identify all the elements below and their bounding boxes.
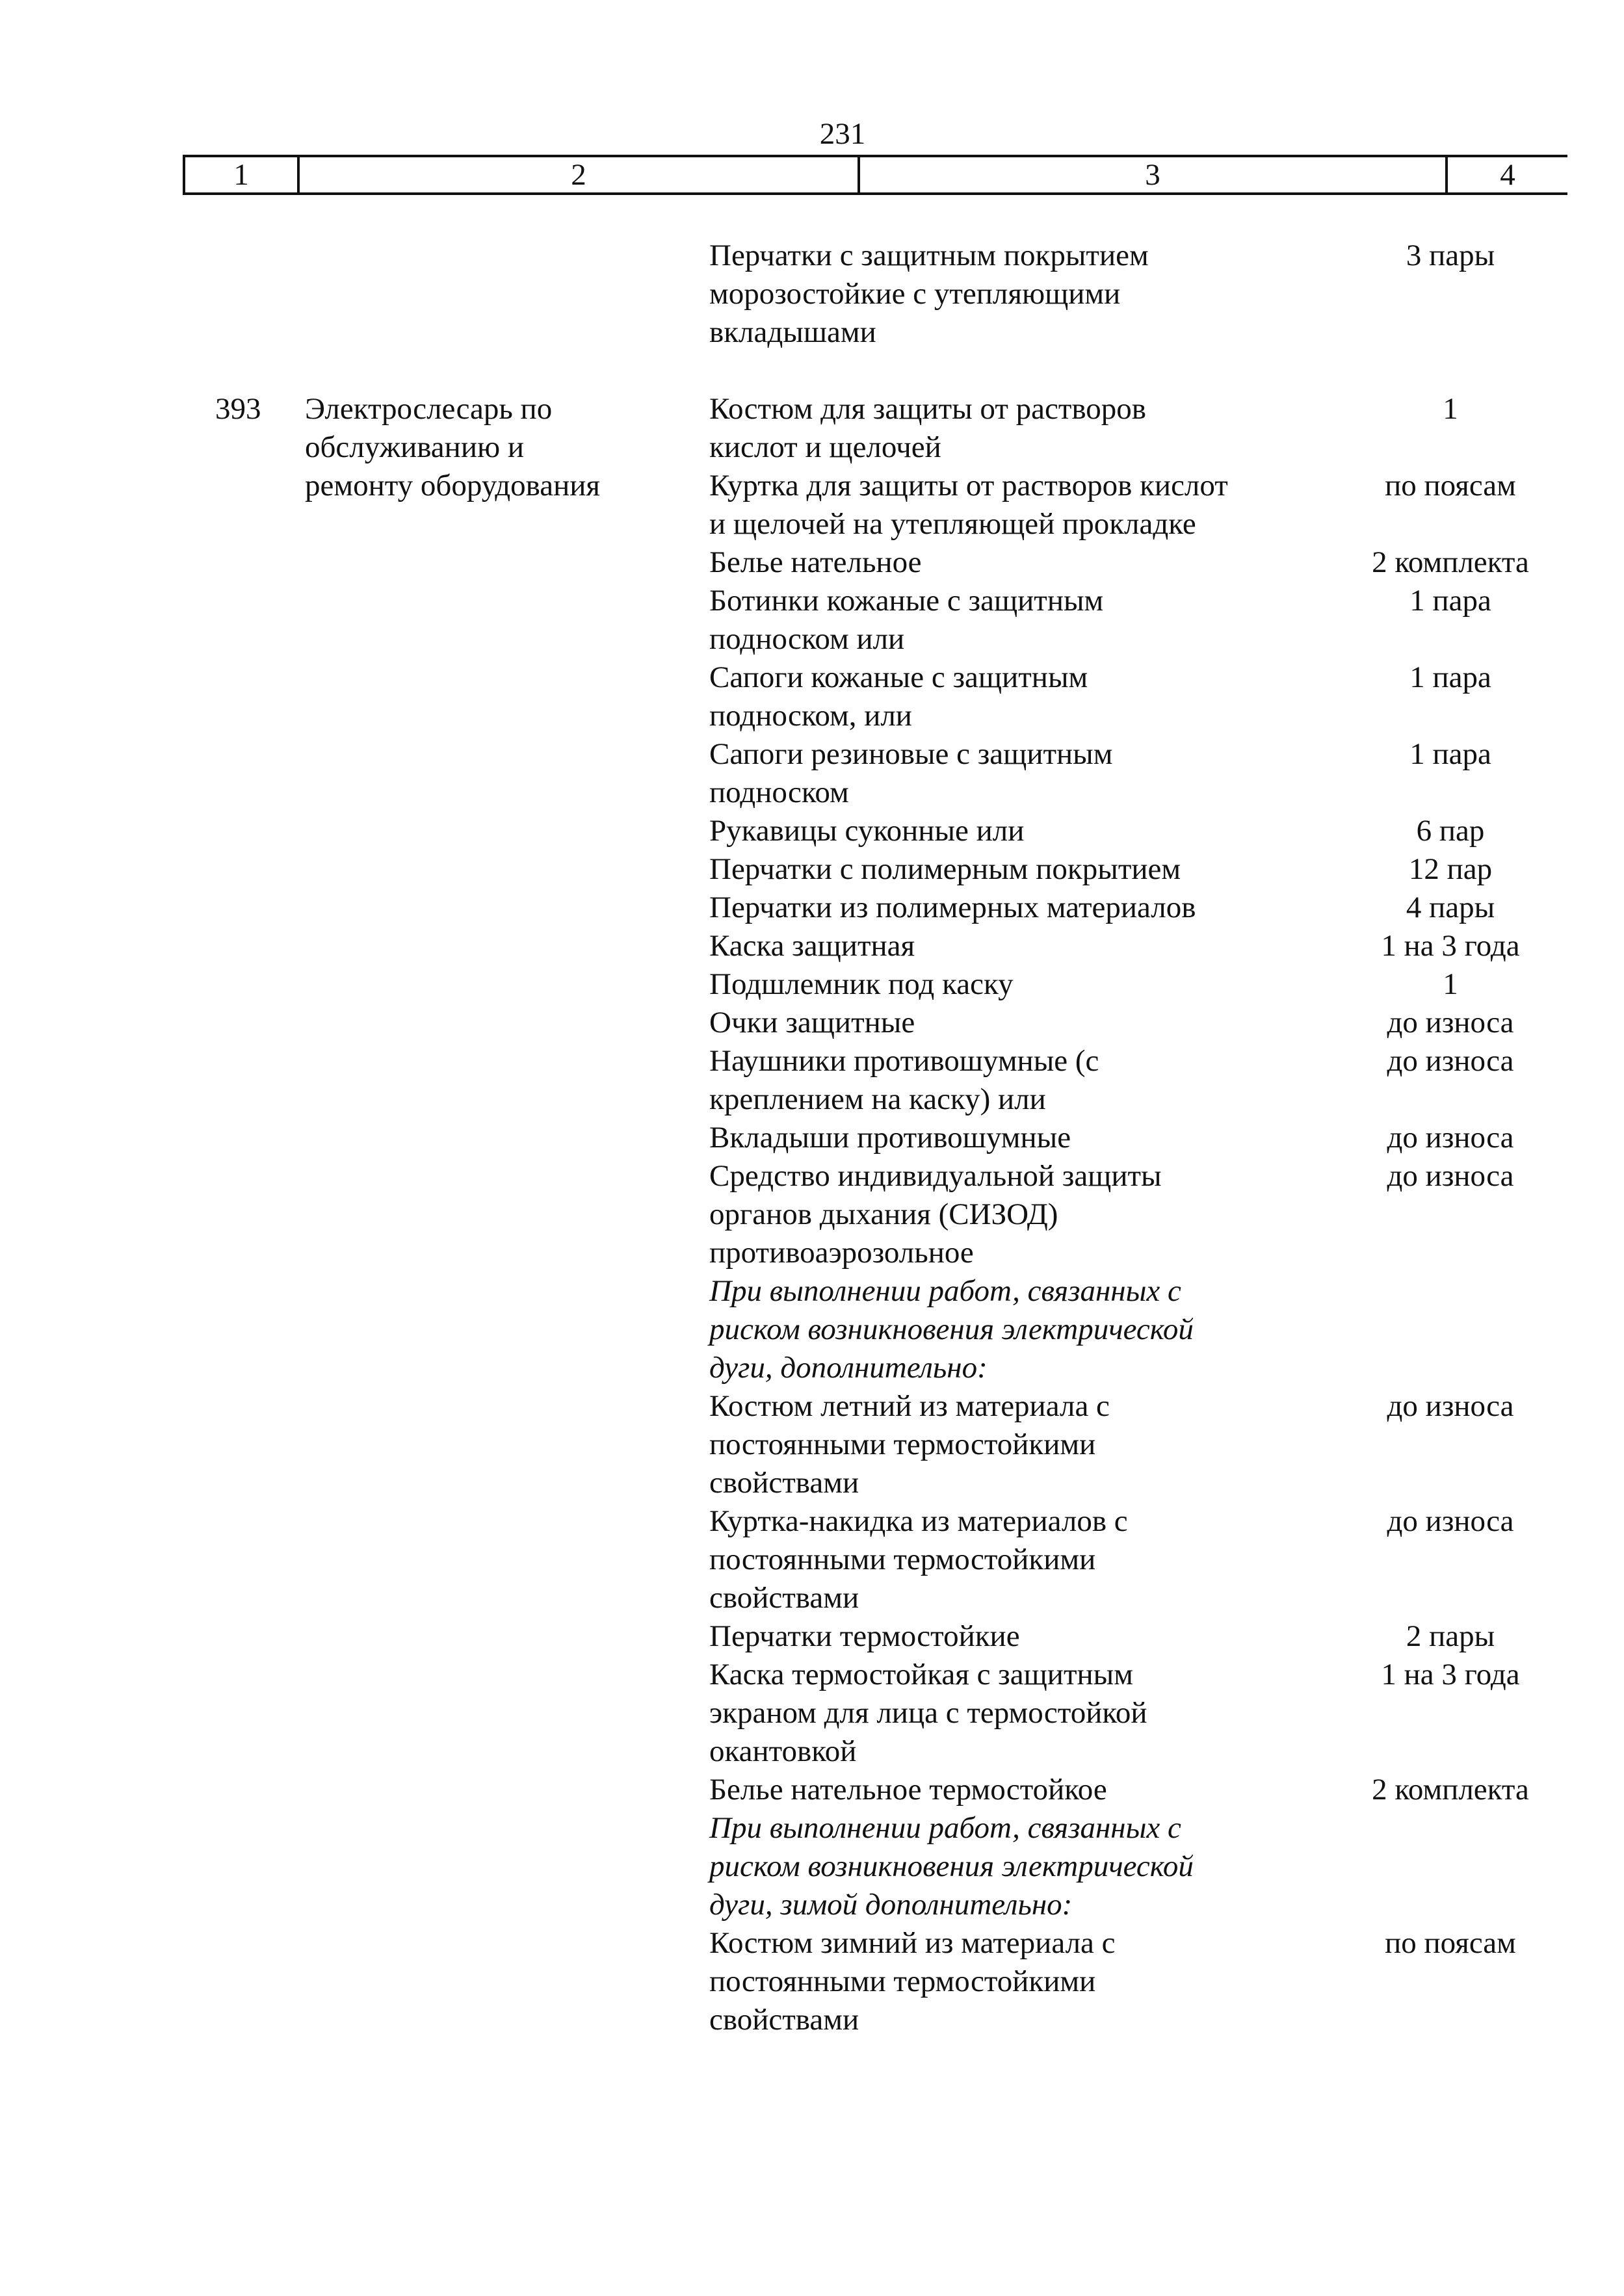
empty-profession-cell [300, 582, 690, 659]
header-col-3: 3 [860, 157, 1448, 192]
ppe-item-norm: до износа [1387, 1044, 1514, 1078]
empty-profession-cell [300, 850, 690, 889]
empty-profession-cell [300, 965, 690, 1004]
ppe-item-name: Куртка-накидка из материалов с постоянными термостойкими свойствами [709, 1504, 1128, 1615]
empty-profession-cell [300, 927, 690, 965]
empty-number-cell [183, 582, 300, 659]
empty-number-cell [183, 543, 300, 582]
empty-profession-cell [300, 543, 690, 582]
ppe-item-norm: по поясам [1385, 1926, 1516, 1960]
ppe-item-norm: до износа [1387, 1504, 1514, 1538]
ppe-item-name: Перчатки из полимерных материалов [709, 891, 1196, 924]
empty-number-cell [183, 1157, 300, 1272]
empty-profession-cell [300, 1042, 690, 1119]
continuation-item-norm: 3 пары [1406, 239, 1495, 272]
ppe-item-name: Перчатки с полимерным покрытием [709, 852, 1181, 886]
ppe-item-norm: 1 пара [1409, 584, 1491, 618]
table-header-row [183, 155, 1567, 195]
ppe-item-norm: до износа [1387, 1006, 1514, 1039]
ppe-item-norm [1333, 1272, 1567, 1387]
empty-number-cell [183, 1771, 300, 1809]
empty-number-cell [183, 1042, 300, 1119]
entry-profession: Электрослесарь по обслуживанию и ремонту оборудования [305, 392, 601, 502]
empty-profession-cell [300, 1771, 690, 1809]
condition-note: При выполнении работ, связанных с риском возникновения электрической дуги, дополнительно: [709, 1274, 1194, 1385]
empty-profession-cell [300, 1809, 690, 1924]
empty-profession-cell [300, 1387, 690, 1502]
empty-profession-cell [300, 1119, 690, 1157]
page-number: 231 [819, 117, 866, 151]
empty-number-cell [183, 927, 300, 965]
ppe-item-norm: 2 комплекта [1372, 1773, 1529, 1807]
ppe-item-norm: 4 пары [1406, 891, 1495, 924]
empty-number-cell [183, 735, 300, 812]
empty-number-cell [183, 889, 300, 927]
ppe-item-norm: 2 комплекта [1372, 545, 1529, 579]
ppe-item-name: Вкладыши противошумные [709, 1121, 1071, 1155]
empty-number-cell [183, 1004, 300, 1042]
ppe-item-name: Сапоги кожаные с защитным подноском, или [709, 660, 1088, 733]
empty-profession-cell [300, 1656, 690, 1771]
table-body [183, 237, 1567, 2039]
ppe-item-name: Костюм для защиты от растворов кислот и щелочей [709, 392, 1146, 464]
empty-number-cell [183, 1502, 300, 1617]
ppe-item-norm: 1 пара [1409, 737, 1491, 771]
empty-profession-cell [300, 812, 690, 850]
ppe-item-name: Каска термостойкая с защитным экраном для лица с термостойкой окантовкой [709, 1658, 1147, 1768]
empty-number-cell [183, 1387, 300, 1502]
row-spacer [183, 352, 1567, 390]
ppe-item-norm: до износа [1387, 1159, 1514, 1193]
empty-number-cell [183, 1656, 300, 1771]
ppe-item-norm: 6 пар [1416, 814, 1485, 848]
empty-number-cell [183, 812, 300, 850]
empty-profession-cell [300, 1272, 690, 1387]
ppe-item-name: Белье нательное [709, 545, 922, 579]
continuation-item-name: Перчатки с защитным покрытием морозостойкие с утепляющими вкладышами [709, 239, 1149, 349]
header-col-2: 2 [300, 157, 860, 192]
ppe-item-norm: 1 пара [1409, 660, 1491, 694]
ppe-item-name: Костюм зимний из материала с постоянными термостойкими свойствами [709, 1926, 1116, 2037]
empty-profession-cell [300, 735, 690, 812]
ppe-item-norm: 1 [1443, 392, 1458, 426]
ppe-item-name: Очки защитные [709, 1006, 915, 1039]
ppe-item-name: Костюм летний из материала с постоянными термостойкими свойствами [709, 1389, 1110, 1500]
ppe-item-name: Перчатки термостойкие [709, 1619, 1020, 1653]
continuation-number [183, 237, 300, 352]
condition-note: При выполнении работ, связанных с риском возникновения электрической дуги, зимой дополнительно: [709, 1811, 1194, 1922]
ppe-item-norm: до износа [1387, 1389, 1514, 1423]
ppe-item-norm: 2 пары [1406, 1619, 1495, 1653]
empty-profession-cell [300, 889, 690, 927]
ppe-item-norm: по поясам [1385, 469, 1516, 502]
empty-profession-cell [300, 1004, 690, 1042]
empty-number-cell [183, 1809, 300, 1924]
ppe-item-name: Белье нательное термостойкое [709, 1773, 1107, 1807]
header-col-1: 1 [183, 157, 300, 192]
entry-number: 393 [215, 392, 261, 426]
header-col-4: 4 [1500, 158, 1515, 192]
table-grid [183, 237, 1567, 2039]
ppe-item-name: Куртка для защиты от растворов кислот и щелочей на утепляющей прокладке [709, 469, 1228, 541]
ppe-item-name: Каска защитная [709, 929, 915, 963]
ppe-item-name: Средство индивидуальной защиты органов дыхания (СИЗОД) противоаэрозольное [709, 1159, 1162, 1270]
ppe-item-norm: 1 на 3 года [1381, 929, 1520, 963]
ppe-item-name: Наушники противошумные (с креплением на каску) или [709, 1044, 1099, 1116]
empty-number-cell [183, 850, 300, 889]
ppe-item-name: Рукавицы суконные или [709, 814, 1025, 848]
empty-number-cell [183, 1924, 300, 2039]
ppe-item-name: Подшлемник под каску [709, 967, 1014, 1001]
empty-profession-cell [300, 1924, 690, 2039]
empty-profession-cell [300, 1502, 690, 1617]
continuation-profession [300, 237, 690, 352]
ppe-item-name: Ботинки кожаные с защитным подноском или [709, 584, 1104, 656]
empty-number-cell [183, 965, 300, 1004]
ppe-item-norm [1333, 1809, 1567, 1924]
empty-profession-cell [300, 1617, 690, 1656]
ppe-item-name: Сапоги резиновые с защитным подноском [709, 737, 1113, 809]
empty-number-cell [183, 1272, 300, 1387]
empty-profession-cell [300, 659, 690, 735]
ppe-item-norm: до износа [1387, 1121, 1514, 1155]
empty-number-cell [183, 659, 300, 735]
empty-profession-cell [300, 1157, 690, 1272]
ppe-item-norm: 1 [1443, 967, 1458, 1001]
ppe-item-norm: 12 пар [1408, 852, 1493, 886]
ppe-item-norm: 1 на 3 года [1381, 1658, 1520, 1691]
empty-number-cell [183, 1119, 300, 1157]
empty-number-cell [183, 1617, 300, 1656]
